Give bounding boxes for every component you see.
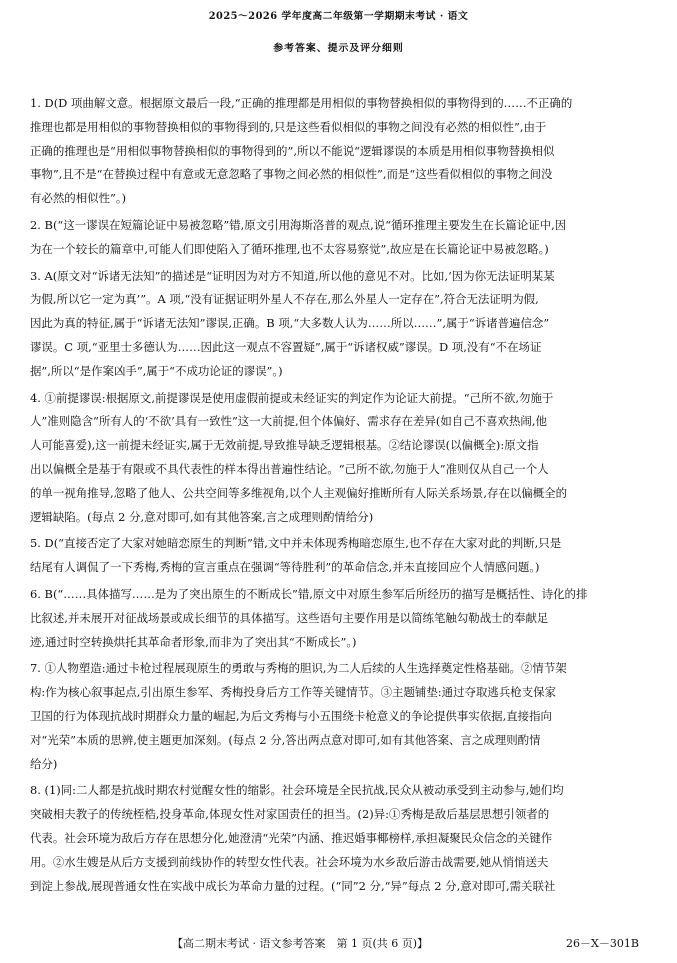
answer-line: 1. D(D 项曲解文意。根据原文最后一段,“正确的推理都是用相似的事物替换相似的事物得到的……不正确的 — [30, 96, 573, 110]
answer-line: 的单一视角推导,忽略了他人、公共空间等多维视角,以个人主观偏好推断所有人际关系场景,存在以偏概全的 — [30, 485, 568, 500]
page-subtitle: 参考答案、提示及评分细则 — [273, 43, 404, 54]
answer-item-2 — [30, 214, 654, 262]
answer-line: 代表。社会环境为敌后方存在思想分化,她澄清“光荣”内涵、推迟婚事椰榜样,承担凝聚民众信念的关键作 — [30, 830, 553, 845]
answer-line: 5. D(“直接否定了大家对她暗恋原生的判断”错,文中并未体现秀梅暗恋原生,也不存在大家对此的判断,只是 — [30, 536, 562, 551]
answer-line: 给分) — [30, 756, 58, 771]
answer-item-4 — [30, 387, 654, 530]
answer-line: 用。②水生嫂是从后方支援到前线协作的转型女性代表。社会环境为水乡敌后游击战需要,她从悄悄送夫 — [30, 854, 549, 869]
answer-line: 7. ①人物塑造:通过卡枪过程展现原生的勇敢与秀梅的胆识,为二人后续的人生选择奠定性格基础。②情节架 — [30, 661, 567, 676]
answer-item-6 — [30, 583, 654, 654]
answer-line: 到淀上参战,展现普通女性在实战中成长为革命力量的过程。(“同”2 分,“异”每点 2 分,意对即可,需关联社 — [30, 878, 556, 893]
answer-line: 谬误。C 项,“亚里士多德认为……因此这一观点不容置疑”,属于“诉诸权威”谬误。D 项,没有“不在场证 — [30, 339, 542, 354]
answer-line: 6. B(“……具体描写……是为了突出原生的不断成长”错,原文中对原生参军后所经历的描写是概括性、诗化的排 — [30, 586, 588, 601]
answer-line: 人”准则隐含“所有人的‘不欲’具有一致性”这一大前提,但个体偏好、需求存在差异(如自己不喜欢热闹,他 — [30, 414, 547, 429]
answer-item-8 — [30, 779, 654, 898]
answer-line: 为在一个较长的篇章中,可能人们即使陷入了循环推理,也不太容易察觉”,故应是在长篇论证中易被忽略。) — [30, 241, 549, 256]
answer-item-1 — [30, 92, 654, 211]
answer-line: 正确的推理也是“用相似事物替换相似的事物得到的”,所以不能说“逻辑谬误的本质是用相似事物替换相似 — [30, 143, 555, 158]
answer-line: 据”,所以“是作案凶手”,属于“不成功论证的谬误”。) — [30, 363, 283, 378]
answer-line: 比叙述,并未展开对征战场景或成长细节的具体描写。这些语句主要作用是以简练笔触勾勒战士的奉献足 — [30, 610, 549, 625]
answer-line: 因此为真的特征,属于“诉诸无法知”谬误,正确。B 项,“大多数人认为……所以……”,属于“诉诸普遍信念” — [30, 316, 550, 331]
answer-line: 迹,通过时空转换烘托其革命者形象,而非为了突出其“不断成长”。) — [30, 634, 357, 649]
answer-line: 人可能喜爱),这一前提未经证实,属于无效前提,导致推导缺乏逻辑根基。②结论谬误(以偏概全):原文指 — [30, 438, 539, 453]
answer-line: 结尾有人调侃了一下秀梅,秀梅的宣言重点在强调“等待胜利”的革命信念,并未直接回应个人情感问题。) — [30, 560, 540, 575]
answer-line: 构:作为核心叙事起点,引出原生参军、秀梅投身后方工作等关键情节。③主题铺垫:通过夺取逃兵枪支保家 — [30, 685, 557, 700]
answer-line: 推理也都是用相似的事物替换相似的事物得到的,只是这些看似相似的事物之间没有必然的相似性”,由于 — [30, 119, 547, 134]
answer-line: 对“光荣”本质的思辨,使主题更加深刻。(每点 2 分,答出两点意对即可,如有其他答案、言之成理则酌情 — [30, 732, 541, 747]
answer-line: 3. A(原文对“诉诸无法知”的描述是“证明因为对方不知道,所以他的意见不对。比如,‘因为你无法证明某某 — [30, 268, 555, 283]
answer-line: 逻辑缺陷。(每点 2 分,意对即可,如有其他答案,言之成理则酌情给分) — [30, 509, 374, 524]
footer-page-info: 【高二期末考试 · 语文参考答案 第 1 页(共 6 页)】 — [172, 937, 429, 950]
answer-line: 8. (1)同:二人都是抗战时期农村觉醒女性的缩影。社会环境是全民抗战,民众从被动承受到主动参与,她们均 — [30, 783, 564, 798]
answer-line: 4. ①前提谬误:根据原文,前提谬误是使用虚假前提或未经证实的判定作为论证大前提。“己所不欲,勿施于 — [30, 390, 554, 405]
answer-line: 突破相夫教子的传统桎梏,投身革命,体现女性对家国责任的担当。(2)异:①秀梅是敌后基层思想引领者的 — [30, 807, 550, 822]
answer-line: 卫国的行为体现抗战时期群众力量的崛起,为后文秀梅与小五围绕卡枪意义的争论提供事实依据,直接指向 — [30, 708, 552, 723]
answer-line: 2. B(“这一谬误在短篇论证中易被忽略”错,原文引用海斯洛普的观点,说“循环推理主要发生在长篇论证中,因 — [30, 217, 567, 232]
answer-line: 为假,所以它一定为真’”。A 项,“没有证据证明外星人不存在,那么外星人一定存在”,符合无法证明为假, — [30, 292, 539, 307]
answer-line: 出以偏概全是基于有限或不具代表性的样本得出普遍性结论。“己所不欲,勿施于人”准则仅从自己一个人 — [30, 461, 549, 476]
answer-line: 事物”,且不是“在替换过程中有意或无意忽略了事物之间必然的相似性”,而是“这些看似相似的事物之间没 — [30, 167, 553, 182]
answer-line: 有必然的相似性”。) — [30, 191, 127, 206]
answer-item-3 — [30, 265, 654, 384]
answer-item-7 — [30, 657, 654, 776]
footer-exam-code: 26－X－301B — [566, 937, 639, 950]
answer-item-5 — [30, 532, 654, 580]
page-title: 2025～2026 学年度高二年级第一学期期末考试 · 语文 — [208, 11, 469, 22]
answers-body — [30, 92, 654, 898]
page-footer — [0, 935, 677, 957]
